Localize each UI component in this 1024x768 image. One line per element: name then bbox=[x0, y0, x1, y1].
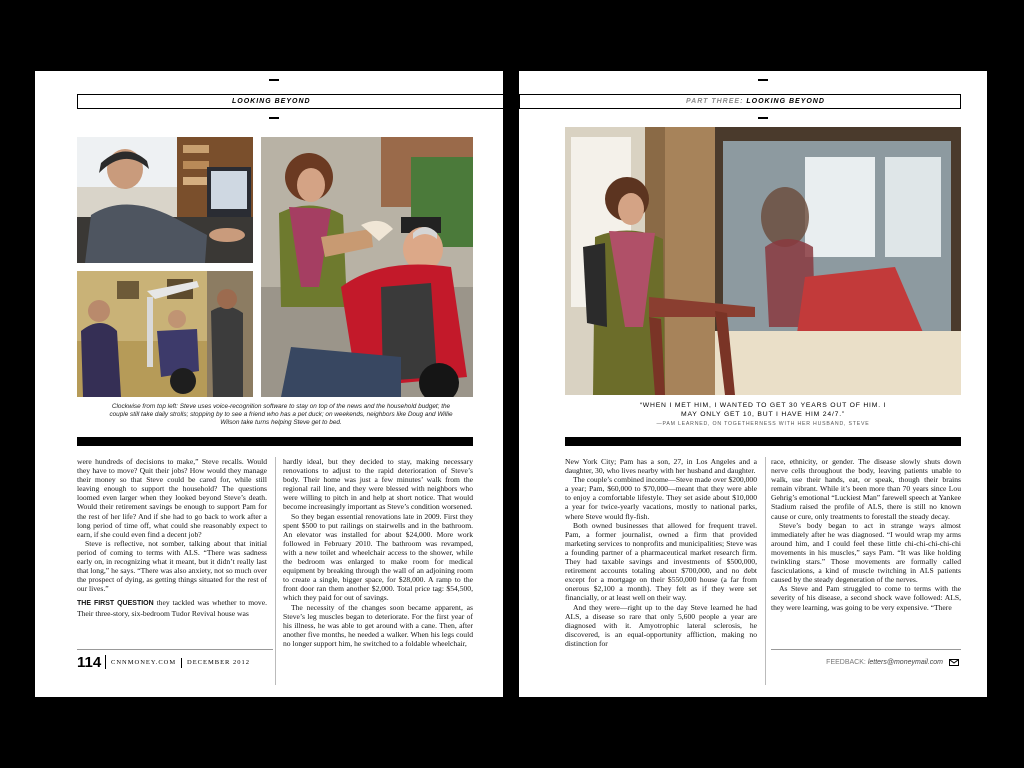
lead-in: THE FIRST QUESTION bbox=[77, 600, 154, 608]
article-column-2 bbox=[283, 457, 473, 683]
paragraph: And they were—right up to the day Steve learned he had ALS, a disease so rare that only 5,600 people a year are diagnosed with it. Amyotrophic lateral sclerosis, he discovered, is an equal-opportunity affliction, making no distinction for bbox=[565, 602, 757, 648]
paragraph: The necessity of the changes soon became apparent, as Steve’s leg muscles began to deteriorate. For the first year of his illness, he was able to get around with a cane. Then, after another five months, he needed a walker. When his legs could no longer support him, he switched to a foldable wheelchair, bbox=[283, 602, 473, 648]
crop-mark bbox=[269, 117, 279, 119]
photo-pam-window bbox=[565, 127, 961, 395]
footer-divider bbox=[105, 655, 106, 669]
column-divider bbox=[765, 457, 766, 685]
paragraph: were hundreds of decisions to make,” Steve recalls. Would they have to move? Quit their jobs? How would they manage their money so that Steve could be cared for, while still leaving enough to support the household? The questions loomed even larger when they looked beyond Steve’s death. Would their retirement savings be enough to support Pam for the rest of her life? And if she had to go back to work after a long period of time off, what could she reasonably expect to earn, if she could even find a decent job? bbox=[77, 457, 267, 539]
page-number: 114 bbox=[77, 654, 102, 671]
crop-mark bbox=[758, 117, 768, 119]
paragraph: Steve’s body began to act in strange ways almost immediately after he was diagnosed. “I would wrap my arms around him, and I could feel these little chi-chi-chi-chi-chi movements in his muscles,” says Pam. “It was like holding twinkling stars.” Those movements are formally called fasciculations, a kind of muscle twitching in ALS patients caused by the steady degeneration of the nerves. bbox=[771, 520, 961, 585]
running-header bbox=[519, 94, 961, 109]
issue-date: DECEMBER 2012 bbox=[187, 659, 251, 666]
paragraph: hardly ideal, but they decided to stay, making necessary renovations to adjust to the rapid deterioration of Steve’s body. Their home was just a few minutes’ walk from the regional rail line, and they were blessed with neighbors who were willing to pitch in and help at short notice. That would become increasingly important as Steve’s condition worsened. bbox=[283, 457, 473, 512]
crop-mark bbox=[758, 79, 768, 81]
column-divider bbox=[275, 457, 276, 685]
paragraph: The couple’s combined income—Steve made over $200,000 a year; Pam, $60,000 to $70,000—meant that they were able to enjoy a comfortable lifestyle. They set aside about $10,000 a year for twice-yearly vacations, mostly to national parks, where Steve would fly-fish. bbox=[565, 475, 757, 521]
photo-steve-computer bbox=[77, 137, 253, 263]
page-footer bbox=[771, 649, 961, 674]
publication-name: CNNMONEY.COM bbox=[111, 659, 177, 666]
article-column-4 bbox=[771, 457, 961, 653]
feedback-label: FEEDBACK: bbox=[826, 659, 866, 666]
pull-quote-block bbox=[565, 401, 961, 427]
pull-quote: “WHEN I MET HIM, I WANTED TO GET 30 YEARS OUT OF HIM. I MAY ONLY GET 10, BUT I HAVE HIM 24/7.” bbox=[639, 402, 887, 418]
photo-couple-duck bbox=[261, 137, 473, 397]
section-rule bbox=[77, 437, 473, 446]
section-rule bbox=[565, 437, 961, 446]
article-column-1 bbox=[77, 457, 267, 653]
feedback-email[interactable]: letters@moneymail.com bbox=[867, 659, 943, 666]
right-page bbox=[519, 71, 987, 697]
header-title: LOOKING BEYOND bbox=[232, 98, 311, 105]
feedback-line bbox=[826, 659, 943, 666]
header-part: PART THREE: bbox=[686, 98, 747, 105]
header-title: LOOKING BEYOND bbox=[746, 98, 825, 105]
lead-text: they tackled was whether to move. Their three-story, six-bedroom Tudor Revival house was bbox=[77, 598, 267, 618]
photo-neighbors-helping bbox=[77, 271, 253, 397]
paragraph: As Steve and Pam struggled to come to terms with the severity of his disease, a second shock wave followed: ALS, they were learning, was going to be very expensive. “There bbox=[771, 584, 961, 612]
left-page bbox=[35, 71, 503, 697]
page-footer bbox=[77, 649, 273, 674]
quote-attribution: —PAM LEARNED, ON TOGETHERNESS WITH HER HUSBAND, STEVE bbox=[656, 421, 870, 427]
article-column-3 bbox=[565, 457, 757, 683]
paragraph: Both owned businesses that allowed for frequent travel. Pam, a former journalist, owned a firm that provided marketing services to nonprofits and municipalities; Steve was a founding partner of a pharmaceutical market research firm. They had taxable savings and investments of $500,000, retirement accounts totaling about $700,000, and no debt except for a mortgage on their $550,000 house (a far from onerous $2,100 a month). They felt as if they were set financially, or at least well on their way. bbox=[565, 520, 757, 603]
crop-mark bbox=[269, 79, 279, 81]
paragraph: race, ethnicity, or gender. The disease slowly shuts down nerve cells throughout the body, leaving patients unable to walk, use their hands, eat, or speak, though their brains remain vibrant. While it’s been more than 70 years since Lou Gehrig’s emotional “Luckiest Man” farewell speech at Yankee Stadium raised the profile of ALS, there is still no known cause or cure, only treatments to forestall the steady decay. bbox=[771, 457, 961, 521]
paragraph: New York City; Pam has a son, 27, in Los Angeles and a daughter, 30, who lives nearby with her husband and daughter. bbox=[565, 457, 757, 476]
paragraph: Steve is reflective, not somber, talking about that initial period of coming to terms with ALS. “There was sadness early on, in recognizing what it meant, but it didn’t really last that long,” he says. “There was also anxiety, not so much over the prospect of dying, as getting things situated for the rest of our lives.” bbox=[77, 538, 267, 594]
paragraph bbox=[77, 598, 267, 617]
paragraph: So they began essential renovations late in 2009. First they spent $500 to put railings on stairwells and in the bathroom. An elevator was installed for about $24,000. More work followed in February 2010. The bathroom was revamped, with a new toilet and wheelchair access to the shower, while the bedroom was enlarged to make room for medical equipment by breaking through the wall of an adjoining room to create a single, bigger space, for $28,000. A ramp to the front door ran them another $2,000. Total price tag: $54,500, which they paid for out of savings. bbox=[283, 511, 473, 603]
envelope-icon bbox=[949, 659, 959, 666]
header-text bbox=[686, 95, 825, 108]
running-header bbox=[77, 94, 503, 109]
photo-caption: Clockwise from top left: Steve uses voice-recognition software to stay on top of the news and the household budget; the couple still take daily strolls; stopping by to see a friend who has a pet duck; on weekends, neighbors like Doug and Willie Wilson take turns helping Steve get to bed. bbox=[109, 403, 453, 426]
footer-divider bbox=[181, 658, 182, 668]
